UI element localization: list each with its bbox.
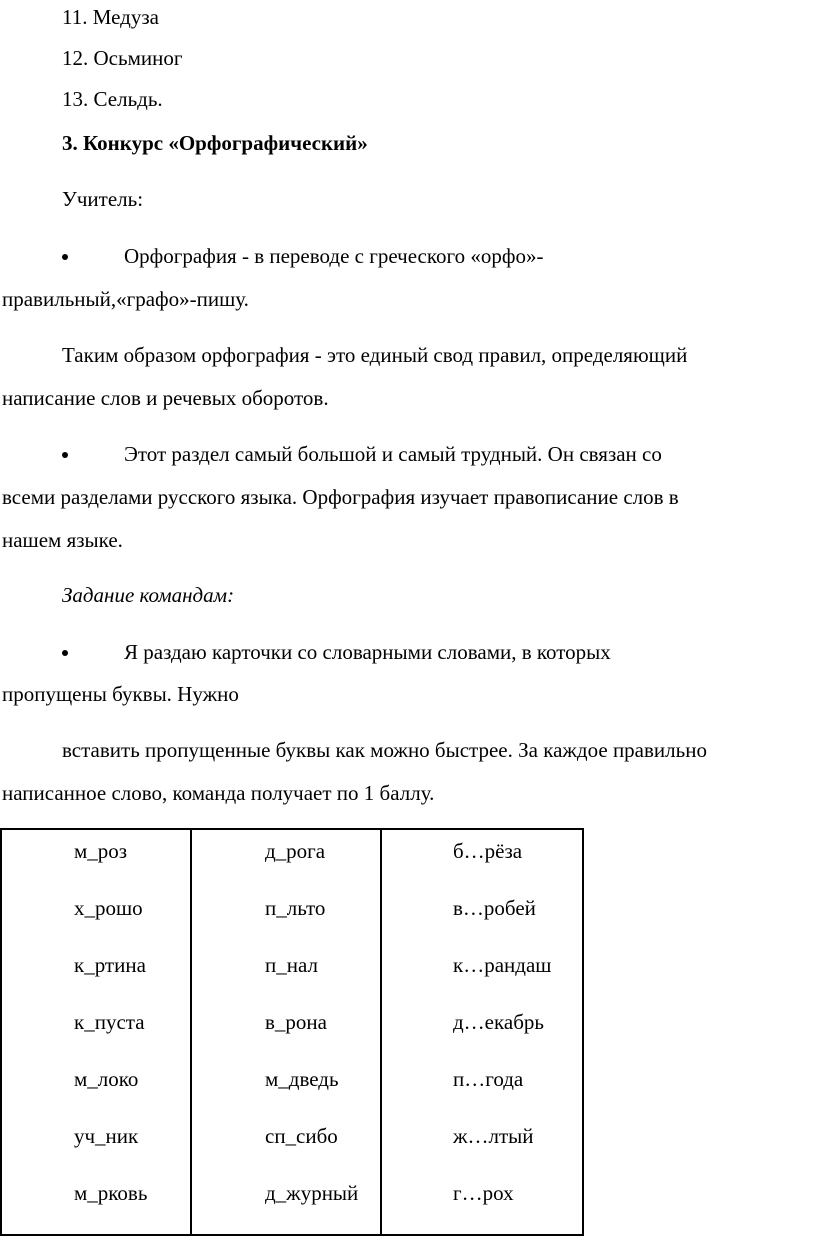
table-cell <box>191 1172 381 1235</box>
word-text: п_льто <box>265 896 326 920</box>
list-text: Сельдь. <box>93 87 163 111</box>
bullet2-line3: нашем языке. <box>2 528 123 552</box>
table-cell <box>191 829 381 887</box>
word-table <box>0 828 584 1236</box>
paragraph2-line2: написанное слово, команда получает по 1 баллу. <box>2 781 435 805</box>
word-text: м_локо <box>74 1067 139 1091</box>
paragraph1-line2: написание слов и речевых оборотов. <box>2 386 329 410</box>
table-cell <box>381 1058 583 1115</box>
word-text: м_рковь <box>74 1181 148 1205</box>
word-text: в_рона <box>265 1010 327 1034</box>
list-item-13 <box>62 86 163 112</box>
table-row <box>1 1058 583 1115</box>
table-cell <box>1 1001 191 1058</box>
word-text: д_журный <box>265 1181 359 1205</box>
word-text: к_пуста <box>74 1010 145 1034</box>
section-heading: 3. Конкурс «Орфографический» <box>62 131 368 155</box>
table-cell <box>1 829 191 887</box>
list-number: 13. <box>62 87 89 111</box>
bullet-dot <box>62 254 68 260</box>
list-item-11 <box>62 4 159 30</box>
table-cell <box>381 829 583 887</box>
word-text: б…рёза <box>453 839 523 863</box>
table-cell <box>191 887 381 944</box>
word-text: г…рох <box>453 1181 514 1205</box>
word-text: п…года <box>453 1067 524 1091</box>
table-cell <box>1 1115 191 1172</box>
table-cell <box>381 944 583 1001</box>
table-cell <box>381 887 583 944</box>
bullet1-line1: Орфография - в переводе с греческого «орфо»- <box>124 244 544 268</box>
table-cell <box>381 1172 583 1235</box>
word-text: х_рошо <box>74 896 143 920</box>
bullet1-line2: правильный,«графо»-пишу. <box>2 287 249 311</box>
word-text: сп_сибо <box>265 1124 338 1148</box>
bullet3-line1: Я раздаю карточки со словарными словами, в которых <box>124 640 611 664</box>
word-text: п_нал <box>265 953 318 977</box>
word-text: к…рандаш <box>453 953 552 977</box>
bullet-dot <box>62 650 68 656</box>
table-cell <box>1 944 191 1001</box>
word-text: ж…лтый <box>453 1124 534 1148</box>
word-text: в…робей <box>453 896 536 920</box>
word-text: к_ртина <box>74 953 146 977</box>
table-row <box>1 1001 583 1058</box>
word-text: д…екабрь <box>453 1010 544 1034</box>
table-cell <box>191 944 381 1001</box>
table-cell <box>381 1001 583 1058</box>
paragraph1-line1: Таким образом орфография - это единый свод правил, определяющий <box>62 343 688 367</box>
list-text: Медуза <box>92 5 159 29</box>
table-row <box>1 1172 583 1235</box>
teacher-label: Учитель: <box>62 187 144 211</box>
table-cell <box>191 1115 381 1172</box>
word-text: уч_ник <box>74 1124 139 1148</box>
paragraph2-line1: вставить пропущенные буквы как можно быстрее. За каждое правильно <box>62 738 707 762</box>
task-label: Задание командам: <box>62 583 235 607</box>
table-cell <box>191 1001 381 1058</box>
table-cell <box>1 1058 191 1115</box>
bullet-dot <box>62 452 68 458</box>
list-item-12 <box>62 45 182 71</box>
list-number: 12. <box>62 46 89 70</box>
table-row <box>1 1115 583 1172</box>
table-cell <box>1 1172 191 1235</box>
table-cell <box>191 1058 381 1115</box>
word-text: д_рога <box>265 839 326 863</box>
table-cell <box>381 1115 583 1172</box>
table-cell <box>1 887 191 944</box>
table-row <box>1 887 583 944</box>
list-number: 11. <box>62 5 88 29</box>
bullet2-line1: Этот раздел самый большой и самый трудный. Он связан со <box>124 442 662 466</box>
word-text: м_роз <box>74 839 128 863</box>
bullet3-line2: пропущены буквы. Нужно <box>2 682 239 706</box>
table-row <box>1 829 583 887</box>
bullet2-line2: всеми разделами русского языка. Орфография изучает правописание слов в <box>2 485 679 509</box>
list-text: Осьминог <box>93 46 183 70</box>
word-text: м_дведь <box>265 1067 339 1091</box>
table-row <box>1 944 583 1001</box>
